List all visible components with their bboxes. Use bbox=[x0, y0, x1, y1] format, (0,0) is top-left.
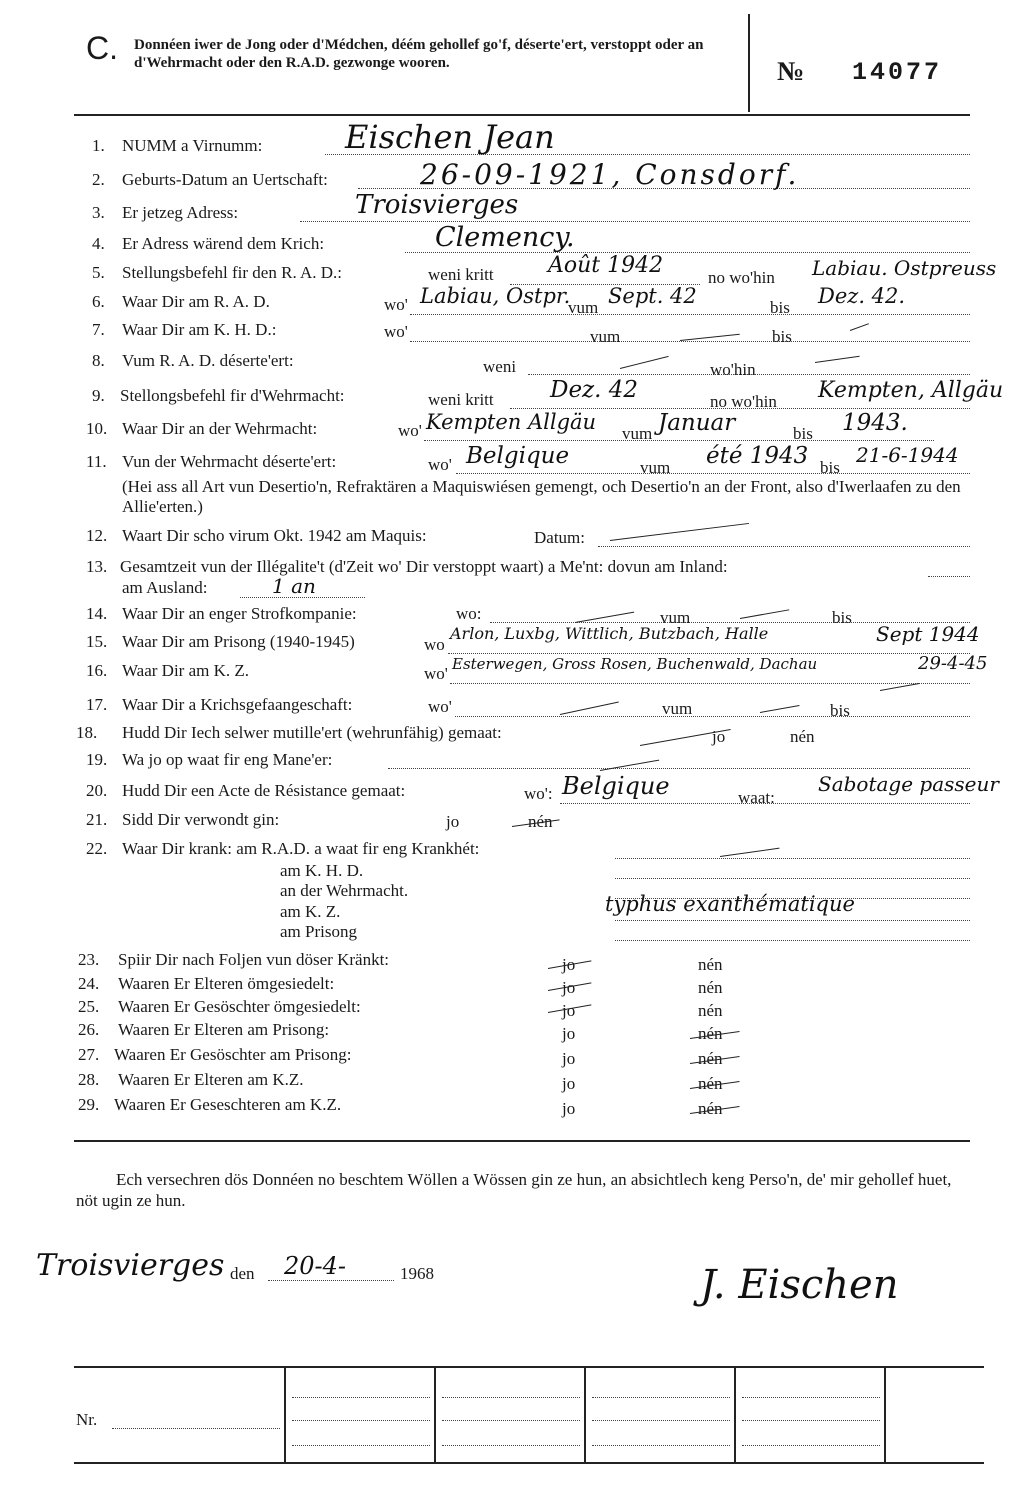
dotted-line bbox=[615, 878, 970, 879]
table-column-divider bbox=[734, 1366, 736, 1463]
row-label: Waar Dir an enger Strofkompanie: bbox=[122, 604, 357, 623]
row-number: 17. bbox=[86, 695, 108, 714]
table-column-divider bbox=[284, 1366, 286, 1463]
weni-label: weni bbox=[483, 357, 517, 376]
bis-label: bis bbox=[830, 701, 850, 720]
section-letter: C. bbox=[86, 30, 118, 66]
row-label: Stellungsbefehl fir den R. A. D.: bbox=[122, 263, 343, 282]
desertion-to: 21-6-1944 bbox=[856, 443, 959, 467]
dotted-line bbox=[455, 716, 970, 717]
jo-option: jo bbox=[562, 1024, 576, 1043]
row-label: Vum R. A. D. déserte'ert: bbox=[122, 351, 294, 370]
row-label: Waar Dir am K. H. D.: bbox=[122, 320, 277, 339]
row-label: Er Adress wärend dem Krich: bbox=[122, 234, 325, 253]
row-number: 1. bbox=[92, 136, 105, 155]
dotted-line bbox=[448, 653, 970, 654]
war-address-value: Clemency. bbox=[435, 222, 575, 253]
wohin-label: no wo'hin bbox=[708, 268, 775, 287]
dotted-line bbox=[292, 1420, 430, 1421]
dotted-line bbox=[410, 314, 970, 315]
nr-label: Nr. bbox=[76, 1410, 98, 1429]
dotted-line bbox=[292, 1397, 430, 1398]
row-number: 4. bbox=[92, 234, 105, 253]
camp-sickness: typhus exanthématique bbox=[605, 892, 855, 916]
header-title: Donnéen iwer de Jong oder d'Médchen, déém gehollef go'f, déserte'ert, verstoppt oder an d'Wehrmacht oder den R.A.D. gezwonge wooren. bbox=[134, 37, 704, 71]
row-label: Gesamtzeit vun der Illégalite't (d'Zeit wo' Dir verstoppt waart) a Me'nt: dovun am Inland: bbox=[120, 557, 728, 576]
row-label: Sidd Dir verwondt gin: bbox=[122, 810, 280, 829]
nen-option: nén bbox=[790, 727, 815, 746]
row-label: Waar Dir krank: am R.A.D. a waat fir eng Krankhét: bbox=[122, 839, 480, 858]
row-label: Waaren Er Elteren am K.Z. bbox=[118, 1070, 304, 1089]
dotted-line bbox=[592, 1397, 730, 1398]
table-border-bottom bbox=[74, 1462, 984, 1464]
desertion-place: Belgique bbox=[466, 443, 570, 469]
signing-date: 20-4- bbox=[284, 1252, 347, 1280]
row-label: Waaren Er Gesöschter ömgesiedelt: bbox=[118, 997, 361, 1016]
vum-label: vum bbox=[568, 298, 599, 317]
resistance-place: Belgique bbox=[562, 772, 670, 800]
den-label: den bbox=[230, 1264, 255, 1283]
strike-mark bbox=[850, 323, 869, 331]
row-number: 7. bbox=[92, 320, 105, 339]
rad-order-place: Labiau. Ostpreuss bbox=[812, 256, 997, 280]
resistance-act: Sabotage passeur bbox=[818, 772, 999, 796]
strike-mark bbox=[560, 702, 619, 715]
wehrmacht-order-date: Dez. 42 bbox=[550, 377, 639, 403]
camp-places: Esterwegen, Gross Rosen, Buchenwald, Dachau bbox=[452, 655, 818, 673]
strike-mark bbox=[600, 760, 659, 771]
row-label: Er jetzeg Adress: bbox=[122, 203, 239, 222]
table-column-divider bbox=[884, 1366, 886, 1463]
table-border-top bbox=[74, 1366, 984, 1368]
row-number: 26. bbox=[78, 1020, 100, 1039]
row-number: 28. bbox=[78, 1070, 100, 1089]
row-number: 10. bbox=[86, 419, 108, 438]
row-label: NUMM a Virnumm: bbox=[122, 136, 263, 155]
row-label: Waar Dir am R. A. D. bbox=[122, 292, 270, 311]
dotted-line bbox=[742, 1420, 880, 1421]
row-number: 15. bbox=[86, 632, 108, 651]
sickness-sub-label: an der Wehrmacht. bbox=[280, 881, 409, 900]
dotted-line bbox=[442, 1397, 580, 1398]
row-number: 8. bbox=[92, 351, 105, 370]
dotted-line bbox=[442, 1420, 580, 1421]
row-number: 14. bbox=[86, 604, 108, 623]
row-label: Waart Dir scho virum Okt. 1942 am Maquis: bbox=[122, 526, 427, 545]
wo-label: wo' bbox=[428, 697, 452, 716]
wehrmacht-order-place: Kempten, Allgäu bbox=[818, 378, 1004, 403]
row-number: 6. bbox=[92, 292, 105, 311]
waat-label: waat: bbox=[738, 788, 775, 807]
row-label: Waar Dir a Krichsgefaangeschaft: bbox=[122, 695, 353, 714]
birth-value: 26-09-1921, Consdorf. bbox=[420, 158, 800, 191]
dotted-line bbox=[388, 768, 970, 769]
row-number: 16. bbox=[86, 661, 108, 680]
desertion-from: été 1943 bbox=[706, 443, 809, 469]
rad-to: Dez. 42. bbox=[818, 284, 906, 308]
row-label: Waaren Er Geseschteren am K.Z. bbox=[114, 1095, 342, 1114]
jo-option: jo bbox=[712, 727, 726, 746]
row-number: 13. bbox=[86, 557, 108, 576]
row-label: Waar Dir am Prisong (1940-1945) bbox=[122, 632, 355, 651]
bis-label: bis bbox=[770, 298, 790, 317]
strike-mark bbox=[620, 356, 669, 369]
wohin-label: wo'hin bbox=[710, 360, 756, 379]
dotted-line bbox=[592, 1420, 730, 1421]
rad-from: Sept. 42 bbox=[608, 284, 697, 308]
dotted-line bbox=[450, 683, 970, 684]
strike-mark bbox=[610, 523, 749, 541]
dotted-line bbox=[292, 1445, 430, 1446]
jo-option: jo bbox=[562, 978, 576, 997]
declaration-text: Ech versechren dös Donnéen no beschtem Wöllen a Wössen gin ze hun, an absichtlech keng Perso'n, de' mir gehollef huet, nöt ugin ze hun. bbox=[76, 1170, 952, 1210]
dotted-line bbox=[598, 546, 970, 547]
section-divider bbox=[74, 1140, 970, 1142]
vum-label: vum bbox=[622, 424, 653, 443]
jo-option: jo bbox=[562, 1049, 576, 1068]
wo-label: wo' bbox=[428, 455, 452, 474]
row-label: Waaren Er Elteren am Prisong: bbox=[118, 1020, 330, 1039]
sickness-sub-label: am K. Z. bbox=[280, 902, 341, 921]
header-divider bbox=[748, 14, 750, 112]
jo-option: jo bbox=[562, 1099, 576, 1118]
wo-label: wo' bbox=[398, 421, 422, 440]
bis-label: bis bbox=[772, 327, 792, 346]
strike-mark bbox=[680, 334, 740, 341]
jo-option: jo bbox=[562, 1074, 576, 1093]
wo-label: wo bbox=[424, 635, 445, 654]
dotted-line bbox=[615, 858, 970, 859]
address-value: Troisvierges bbox=[355, 190, 519, 220]
vum-label: vum bbox=[590, 327, 621, 346]
row-number: 12. bbox=[86, 526, 108, 545]
dotted-line bbox=[742, 1397, 880, 1398]
dotted-line bbox=[592, 1445, 730, 1446]
row-number: 9. bbox=[92, 386, 105, 405]
row-number: 24. bbox=[78, 974, 100, 993]
name-value: Eischen Jean bbox=[345, 118, 555, 156]
row-label: Wa jo op waat fir eng Mane'er: bbox=[122, 750, 333, 769]
jo-option: jo bbox=[562, 955, 576, 974]
nen-option: nén bbox=[698, 955, 723, 974]
table-column-divider bbox=[584, 1366, 586, 1463]
row-number: 29. bbox=[78, 1095, 100, 1114]
wo-label: wo': bbox=[524, 784, 553, 803]
nen-option: nén bbox=[698, 1024, 723, 1043]
dotted-line bbox=[300, 221, 970, 222]
nen-option: nén bbox=[698, 978, 723, 997]
row-label: Waaren Er Elteren ömgesiedelt: bbox=[118, 974, 335, 993]
row-number: 5. bbox=[92, 263, 105, 282]
row-number: 20. bbox=[86, 781, 108, 800]
vum-label: vum bbox=[640, 458, 671, 477]
row-label: Waar Dir am K. Z. bbox=[122, 661, 250, 680]
signing-place: Troisvierges bbox=[36, 1248, 225, 1283]
bis-label: bis bbox=[793, 424, 813, 443]
wehrmacht-from: Januar bbox=[658, 410, 736, 436]
dotted-line bbox=[410, 341, 970, 342]
strike-mark bbox=[815, 356, 860, 363]
abroad-duration: 1 an bbox=[272, 574, 316, 598]
weni-label: weni kritt bbox=[428, 390, 494, 409]
row-label: Hudd Dir een Acte de Résistance gemaat: bbox=[122, 781, 406, 800]
sickness-sub-label: am Prisong bbox=[280, 922, 357, 941]
wo-label: wo: bbox=[456, 604, 482, 623]
nen-option: nén bbox=[698, 1049, 723, 1068]
row-number: 3. bbox=[92, 203, 105, 222]
wehrmacht-place: Kempten Allgäu bbox=[426, 410, 597, 434]
nen-option: nén bbox=[698, 1074, 723, 1093]
camp-to: 29-4-45 bbox=[918, 653, 988, 674]
wohin-label: no wo'hin bbox=[710, 392, 777, 411]
strike-mark bbox=[760, 705, 800, 713]
signature: J. Eischen bbox=[700, 1262, 899, 1308]
nen-option: nén bbox=[528, 812, 553, 831]
ausland-label: am Ausland: bbox=[122, 578, 208, 597]
row-number: 22. bbox=[86, 839, 108, 858]
rad-order-date: Août 1942 bbox=[548, 253, 664, 278]
dotted-line bbox=[928, 576, 970, 577]
dotted-line bbox=[615, 940, 970, 941]
number-sign: № bbox=[777, 56, 805, 86]
dotted-line bbox=[615, 920, 970, 921]
wo-label: wo' bbox=[424, 664, 448, 683]
row-label: Vun der Wehrmacht déserte'ert: bbox=[122, 452, 337, 471]
desertion-note: (Hei ass all Art vun Desertio'n, Refraktären a Maquiswiésen gemengt, och Desertio'n an der Front, also d'Iwerlaafen zu den Allie'erten.) bbox=[122, 477, 961, 516]
table-column-divider bbox=[434, 1366, 436, 1463]
row-number: 25. bbox=[78, 997, 100, 1016]
datum-label: Datum: bbox=[534, 528, 585, 547]
nen-option: nén bbox=[698, 1099, 723, 1118]
row-label: Hudd Dir Iech selwer mutille'ert (wehrunfähig) gemaat: bbox=[122, 723, 502, 742]
strike-mark bbox=[740, 609, 789, 619]
row-number: 23. bbox=[78, 950, 100, 969]
header-rule bbox=[74, 114, 970, 116]
dotted-line bbox=[742, 1445, 880, 1446]
rad-place: Labiau, Ostpr. bbox=[420, 284, 571, 308]
dotted-line bbox=[268, 1280, 394, 1281]
row-number: 18. bbox=[76, 723, 98, 742]
prison-places: Arlon, Luxbg, Wittlich, Butzbach, Halle bbox=[450, 624, 769, 643]
weni-label: weni kritt bbox=[428, 265, 494, 284]
dotted-line bbox=[112, 1428, 280, 1429]
nen-option: nén bbox=[698, 1001, 723, 1020]
row-number: 27. bbox=[78, 1045, 100, 1064]
row-label: Spiir Dir nach Foljen vun döser Kränkt: bbox=[118, 950, 390, 969]
row-number: 2. bbox=[92, 170, 105, 189]
dotted-line bbox=[424, 440, 934, 441]
prison-to: Sept 1944 bbox=[876, 622, 980, 646]
row-number: 21. bbox=[86, 810, 108, 829]
wo-label: wo' bbox=[384, 295, 408, 314]
wo-label: wo' bbox=[384, 322, 408, 341]
row-number: 19. bbox=[86, 750, 108, 769]
document-number: 14077 bbox=[852, 58, 943, 87]
sickness-sub-label: am K. H. D. bbox=[280, 861, 364, 880]
jo-option: jo bbox=[446, 812, 460, 831]
row-label: Waar Dir an der Wehrmacht: bbox=[122, 419, 318, 438]
wehrmacht-to: 1943. bbox=[842, 410, 908, 436]
row-label: Waaren Er Gesöschter am Prisong: bbox=[114, 1045, 352, 1064]
bis-label: bis bbox=[832, 608, 852, 627]
dotted-line bbox=[442, 1445, 580, 1446]
dotted-line bbox=[456, 473, 970, 474]
signing-year: 1968 bbox=[400, 1264, 434, 1283]
vum-label: vum bbox=[662, 699, 693, 718]
strike-mark bbox=[720, 848, 780, 857]
row-label: Stellongsbefehl fir d'Wehrmacht: bbox=[120, 386, 345, 405]
row-number: 11. bbox=[86, 452, 107, 471]
jo-option: jo bbox=[562, 1001, 576, 1020]
strike-mark bbox=[880, 683, 920, 691]
bis-label: bis bbox=[820, 458, 840, 477]
row-label: Geburts-Datum an Uertschaft: bbox=[122, 170, 328, 189]
vum-label: vum bbox=[660, 608, 691, 627]
